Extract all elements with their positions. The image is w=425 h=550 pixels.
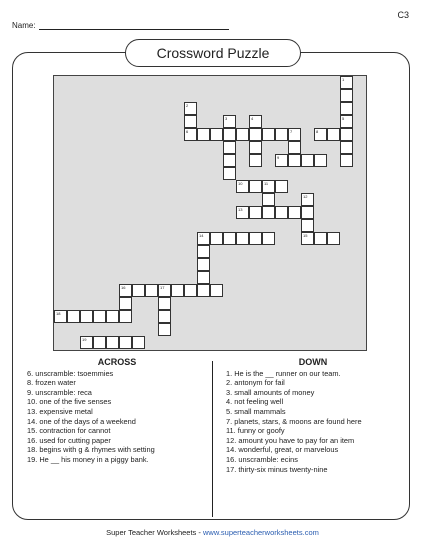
footer <box>0 528 425 537</box>
grid-cell[interactable] <box>93 336 106 349</box>
down-clue: 12. amount you have to pay for an item <box>226 435 355 445</box>
grid-cell[interactable] <box>262 232 275 245</box>
down-clue: 2. antonym for fail <box>226 378 285 388</box>
page-title <box>125 39 301 67</box>
grid-cell[interactable] <box>184 128 197 141</box>
across-clue: 16. used for cutting paper <box>27 435 111 445</box>
grid-cell[interactable] <box>119 310 132 323</box>
grid-cell[interactable] <box>67 310 80 323</box>
grid-cell[interactable] <box>119 336 132 349</box>
grid-cell[interactable] <box>197 271 210 284</box>
grid-cell[interactable] <box>197 258 210 271</box>
grid-cell[interactable] <box>249 206 262 219</box>
grid-cell[interactable] <box>54 310 67 323</box>
grid-cell[interactable] <box>327 128 340 141</box>
grid-cell[interactable] <box>340 102 353 115</box>
clue-number: 7 <box>290 129 293 134</box>
footer-separator: - <box>196 528 203 537</box>
grid-cell[interactable] <box>314 154 327 167</box>
name-line[interactable] <box>39 21 229 30</box>
clue-number: 14 <box>199 233 204 238</box>
grid-cell[interactable] <box>275 206 288 219</box>
grid-cell[interactable] <box>223 154 236 167</box>
down-clue: 3. small amounts of money <box>226 387 315 397</box>
grid-cell[interactable] <box>301 232 314 245</box>
grid-cell[interactable] <box>197 245 210 258</box>
grid-cell[interactable] <box>314 128 327 141</box>
grid-cell[interactable] <box>197 128 210 141</box>
grid-cell[interactable] <box>171 284 184 297</box>
grid-cell[interactable] <box>314 232 327 245</box>
down-clues <box>226 358 400 474</box>
grid-cell[interactable] <box>197 284 210 297</box>
across-clue: 15. contraction for cannot <box>27 426 111 436</box>
clue-number: 19 <box>82 337 87 342</box>
clue-number: 15 <box>303 233 308 238</box>
grid-cell[interactable] <box>262 128 275 141</box>
clue-number: 9 <box>277 155 280 160</box>
grid-cell[interactable] <box>262 193 275 206</box>
grid-cell[interactable] <box>340 115 353 128</box>
grid-cell[interactable] <box>132 284 145 297</box>
clue-number: 12 <box>303 194 308 199</box>
grid-cell[interactable] <box>93 310 106 323</box>
grid-cell[interactable] <box>184 284 197 297</box>
grid-cell[interactable] <box>301 206 314 219</box>
grid-cell[interactable] <box>340 89 353 102</box>
clue-number: 13 <box>238 207 243 212</box>
grid-cell[interactable] <box>249 115 262 128</box>
down-clue: 16. unscramble: ecins <box>226 454 298 464</box>
grid-cell[interactable] <box>223 167 236 180</box>
column-divider <box>212 361 213 517</box>
title-text: Crossword Puzzle <box>156 45 270 61</box>
clue-number: 8 <box>316 129 319 134</box>
grid-cell[interactable] <box>80 310 93 323</box>
grid-cell[interactable] <box>249 180 262 193</box>
down-clue: 1. He is the __ runner on our team. <box>226 368 341 378</box>
grid-cell[interactable] <box>301 219 314 232</box>
grid-cell[interactable] <box>249 128 262 141</box>
across-clue: 19. He __ his money in a piggy bank. <box>27 454 149 464</box>
clue-number: 3 <box>225 116 228 121</box>
grid-cell[interactable] <box>197 232 210 245</box>
down-clue: 11. funny or goofy <box>226 426 285 436</box>
grid-cell[interactable] <box>340 141 353 154</box>
down-heading: DOWN <box>298 357 328 367</box>
clue-number: 5 <box>342 116 345 121</box>
grid-cell[interactable] <box>249 141 262 154</box>
down-clue: 7. planets, stars, & moons are found here <box>226 416 362 426</box>
grid-cell[interactable] <box>262 180 275 193</box>
grid-cell[interactable] <box>210 232 223 245</box>
grid-cell[interactable] <box>132 336 145 349</box>
footer-brand: Super Teacher Worksheets <box>106 528 197 537</box>
grid-cell[interactable] <box>158 297 171 310</box>
grid-cell[interactable] <box>301 193 314 206</box>
footer-url[interactable]: www.superteacherworksheets.com <box>202 528 319 537</box>
across-clue: 18. begins with g & rhymes with setting <box>27 445 155 455</box>
down-clue: 14. wonderful, great, or marvelous <box>226 445 339 455</box>
across-heading: ACROSS <box>97 357 137 367</box>
grid-cell[interactable] <box>301 154 314 167</box>
clue-number: 4 <box>251 116 254 121</box>
clue-number: 2 <box>186 103 189 108</box>
grid-cell[interactable] <box>184 115 197 128</box>
grid-cell[interactable] <box>288 154 301 167</box>
grid-cell[interactable] <box>80 336 93 349</box>
grid-cell[interactable] <box>249 154 262 167</box>
grid-cell[interactable] <box>340 76 353 89</box>
name-row <box>12 21 229 30</box>
clue-number: 6 <box>186 129 189 134</box>
grid-cell[interactable] <box>275 128 288 141</box>
page-code: C3 <box>397 10 409 20</box>
grid-cell[interactable] <box>275 180 288 193</box>
grid-cell[interactable] <box>184 102 197 115</box>
clue-number: 17 <box>160 285 165 290</box>
grid-cell[interactable] <box>119 297 132 310</box>
grid-cell[interactable] <box>340 128 353 141</box>
grid-cell[interactable] <box>145 284 158 297</box>
across-clue: 6. unscramble: tsoemmies <box>27 368 114 378</box>
grid-cell[interactable] <box>223 115 236 128</box>
clue-number: 18 <box>56 311 61 316</box>
down-clue: 17. thirty-six minus twenty-nine <box>226 464 328 474</box>
grid-cell[interactable] <box>223 232 236 245</box>
grid-cell[interactable] <box>223 128 236 141</box>
grid-cell[interactable] <box>262 206 275 219</box>
name-label: Name: <box>12 21 36 30</box>
across-clue: 8. frozen water <box>27 378 76 388</box>
grid-cell[interactable] <box>236 180 249 193</box>
grid-cell[interactable] <box>158 323 171 336</box>
grid-cell[interactable] <box>106 336 119 349</box>
clue-number: 1 <box>342 77 345 82</box>
across-clue: 10. one of the five senses <box>27 397 112 407</box>
down-clue: 4. not feeling well <box>226 397 284 407</box>
grid-cell[interactable] <box>340 154 353 167</box>
grid-cell[interactable] <box>158 310 171 323</box>
grid-cell[interactable] <box>236 128 249 141</box>
grid-cell[interactable] <box>119 284 132 297</box>
clue-number: 16 <box>121 285 126 290</box>
grid-cell[interactable] <box>223 141 236 154</box>
crossword-grid <box>53 75 367 351</box>
across-clue: 9. unscramble: reca <box>27 387 92 397</box>
grid-cell[interactable] <box>275 154 288 167</box>
grid-cell[interactable] <box>106 310 119 323</box>
grid-cell[interactable] <box>327 232 340 245</box>
across-clue: 13. expensive metal <box>27 406 93 416</box>
down-clue: 5. small mammals <box>226 406 286 416</box>
grid-cell[interactable] <box>158 284 171 297</box>
across-clue: 14. one of the days of a weekend <box>27 416 136 426</box>
grid-cell[interactable] <box>288 141 301 154</box>
grid-cell[interactable] <box>288 128 301 141</box>
clue-number: 10 <box>238 181 243 186</box>
grid-cell[interactable] <box>236 206 249 219</box>
grid-cell[interactable] <box>210 284 223 297</box>
across-clues <box>27 358 207 465</box>
grid-cell[interactable] <box>249 232 262 245</box>
grid-cell[interactable] <box>288 206 301 219</box>
grid-cell[interactable] <box>210 128 223 141</box>
grid-cell[interactable] <box>236 232 249 245</box>
clue-number: 11 <box>264 181 269 186</box>
